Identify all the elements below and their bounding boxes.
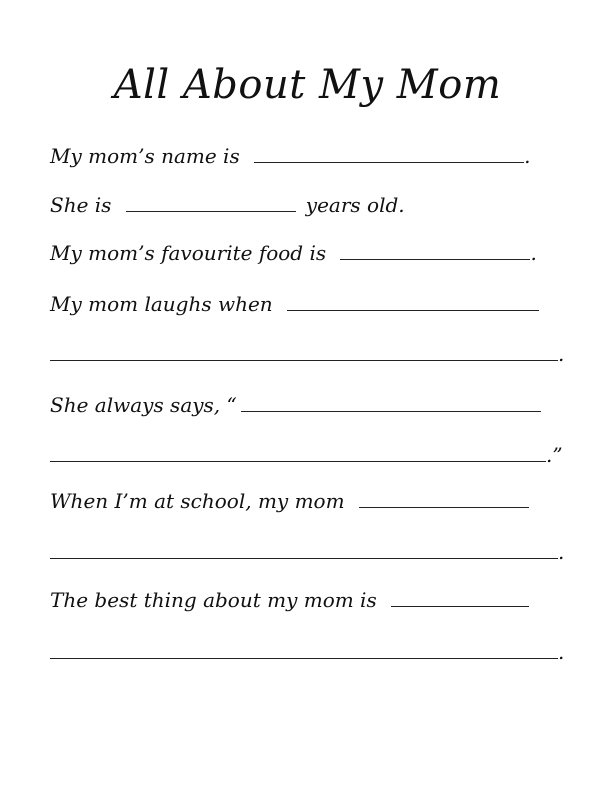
line-suffix: . <box>524 144 531 168</box>
blank-at-school[interactable] <box>359 491 529 508</box>
line-prefix: My mom’s favourite food is <box>50 241 327 265</box>
blank-always-says[interactable] <box>241 395 541 412</box>
line-best-thing <box>50 588 529 612</box>
blank-laughs-when[interactable] <box>287 294 539 311</box>
blank-at-school-continued[interactable] <box>50 542 558 559</box>
line-suffix: . <box>530 241 537 265</box>
line-suffix: . <box>558 640 565 664</box>
line-age <box>50 193 405 217</box>
blank-favourite-food[interactable] <box>340 243 530 260</box>
line-at-school <box>50 489 529 513</box>
blank-best-thing[interactable] <box>391 590 529 607</box>
line-suffix: . <box>558 540 565 564</box>
line-at-school-continued <box>50 540 564 564</box>
line-laughs-when-continued <box>50 342 564 366</box>
line-prefix: She is <box>50 193 112 217</box>
line-always-says <box>50 393 541 417</box>
line-best-thing-continued <box>50 640 564 664</box>
blank-laughs-when-continued[interactable] <box>50 344 558 361</box>
blank-best-thing-continued[interactable] <box>50 642 558 659</box>
page-title: All About My Mom <box>113 62 502 108</box>
line-always-says-continued <box>50 443 563 467</box>
line-suffix: years old. <box>305 193 405 217</box>
line-prefix: The best thing about my mom is <box>50 588 377 612</box>
line-prefix: My mom’s name is <box>50 144 240 168</box>
line-mom-name <box>50 144 530 168</box>
blank-always-says-continued[interactable] <box>50 445 546 462</box>
line-laughs-when <box>50 292 539 316</box>
line-suffix: . <box>558 342 565 366</box>
line-prefix: She always says, “ <box>50 393 237 417</box>
line-prefix: My mom laughs when <box>50 292 273 316</box>
blank-age[interactable] <box>126 195 296 212</box>
line-favourite-food <box>50 241 537 265</box>
blank-mom-name[interactable] <box>254 146 524 163</box>
line-prefix: When I’m at school, my mom <box>50 489 345 513</box>
line-suffix: .” <box>546 443 563 467</box>
